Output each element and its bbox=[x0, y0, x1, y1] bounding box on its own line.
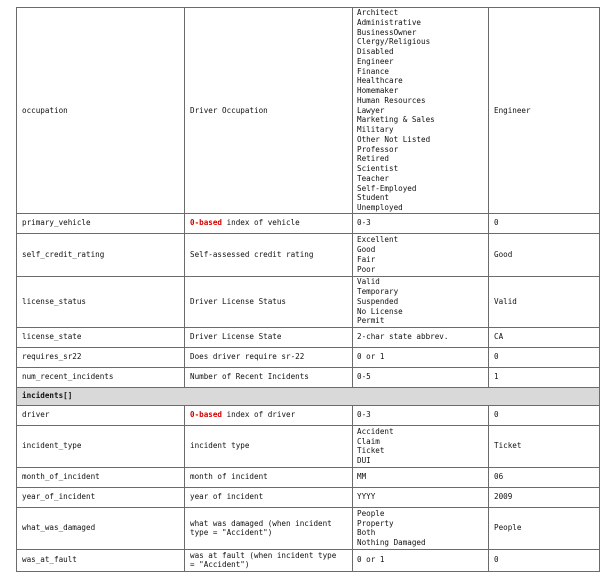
allowed-values: MM bbox=[353, 467, 489, 487]
field-description: incident type bbox=[185, 425, 353, 467]
option: Property bbox=[357, 518, 394, 528]
example-value: 0 bbox=[489, 405, 600, 425]
option: Suspended bbox=[357, 296, 399, 306]
example-value: Engineer bbox=[489, 8, 600, 214]
option: Student bbox=[357, 193, 390, 203]
option: Unemployed bbox=[357, 203, 403, 212]
option: Human Resources bbox=[357, 95, 426, 105]
option: Homemaker bbox=[357, 86, 399, 95]
field-name: what_was_damaged bbox=[17, 507, 185, 549]
field-spec-table bbox=[16, 7, 600, 572]
table-row bbox=[17, 213, 600, 233]
table-row bbox=[17, 487, 600, 507]
description-line: was at fault (when incident type bbox=[190, 550, 337, 560]
option: Good bbox=[357, 245, 376, 254]
option: Other Not Listed bbox=[357, 134, 431, 144]
option: DUI bbox=[357, 456, 371, 465]
table-row bbox=[17, 8, 600, 214]
allowed-values: 0-5 bbox=[353, 367, 489, 387]
option: Architect bbox=[357, 8, 399, 17]
option: Clergy/Religious bbox=[357, 37, 431, 47]
section-header-row bbox=[17, 387, 600, 405]
option: Permit bbox=[357, 316, 385, 326]
field-name: requires_sr22 bbox=[17, 347, 185, 367]
option: Self-Employed bbox=[357, 183, 417, 193]
option: Marketing & Sales bbox=[357, 115, 435, 125]
allowed-values: 0-3 bbox=[353, 213, 489, 233]
field-description bbox=[185, 549, 353, 571]
field-name: incident_type bbox=[17, 425, 185, 467]
table-row bbox=[17, 233, 600, 276]
example-value: 1 bbox=[489, 367, 600, 387]
field-description: month of incident bbox=[185, 467, 353, 487]
field-description bbox=[185, 405, 353, 425]
option: Administrative bbox=[357, 17, 422, 27]
table-row bbox=[17, 507, 600, 549]
description-text: index of vehicle bbox=[222, 218, 300, 228]
option: Professor bbox=[357, 144, 399, 154]
section-title: incidents[] bbox=[17, 387, 600, 405]
example-value: Good bbox=[489, 233, 600, 276]
field-description: Driver License Status bbox=[185, 276, 353, 327]
description-line: what was damaged (when incident bbox=[190, 518, 332, 528]
option: Retired bbox=[357, 154, 390, 164]
table-row bbox=[17, 425, 600, 467]
option: Nothing Damaged bbox=[357, 538, 426, 547]
option: Healthcare bbox=[357, 76, 403, 86]
zero-based-highlight: 0-based bbox=[190, 410, 223, 420]
option: Fair bbox=[357, 254, 376, 264]
field-name: year_of_incident bbox=[17, 487, 185, 507]
field-description: Driver Occupation bbox=[185, 8, 353, 214]
table-row bbox=[17, 367, 600, 387]
example-value: 0 bbox=[489, 347, 600, 367]
option: Teacher bbox=[357, 173, 390, 183]
allowed-values: 0-3 bbox=[353, 405, 489, 425]
allowed-values bbox=[353, 425, 489, 467]
example-value: Valid bbox=[489, 276, 600, 327]
field-description: Does driver require sr-22 bbox=[185, 347, 353, 367]
field-name: month_of_incident bbox=[17, 467, 185, 487]
field-description: year of incident bbox=[185, 487, 353, 507]
option: Accident bbox=[357, 426, 394, 436]
example-value: 06 bbox=[489, 467, 600, 487]
field-name: primary_vehicle bbox=[17, 213, 185, 233]
option: BusinessOwner bbox=[357, 27, 417, 37]
option: People bbox=[357, 508, 385, 518]
zero-based-highlight: 0-based bbox=[190, 218, 223, 228]
allowed-values: 0 or 1 bbox=[353, 549, 489, 571]
field-name: was_at_fault bbox=[17, 549, 185, 571]
field-name: driver bbox=[17, 405, 185, 425]
allowed-values: 0 or 1 bbox=[353, 347, 489, 367]
table-row bbox=[17, 347, 600, 367]
allowed-values bbox=[353, 507, 489, 549]
table-row bbox=[17, 405, 600, 425]
option: Engineer bbox=[357, 56, 394, 66]
field-name: license_status bbox=[17, 276, 185, 327]
field-name: license_state bbox=[17, 327, 185, 347]
allowed-values bbox=[353, 276, 489, 327]
table-row bbox=[17, 467, 600, 487]
option: Valid bbox=[357, 277, 380, 287]
option: Finance bbox=[357, 66, 390, 76]
field-name: self_credit_rating bbox=[17, 233, 185, 276]
option: Poor bbox=[357, 264, 376, 274]
option: Lawyer bbox=[357, 105, 385, 115]
allowed-values bbox=[353, 8, 489, 214]
example-value: 2009 bbox=[489, 487, 600, 507]
allowed-values: 2-char state abbrev. bbox=[353, 327, 489, 347]
field-description: Number of Recent Incidents bbox=[185, 367, 353, 387]
allowed-values: YYYY bbox=[353, 487, 489, 507]
option: Excellent bbox=[357, 235, 399, 245]
example-value: Ticket bbox=[489, 425, 600, 467]
allowed-values bbox=[353, 233, 489, 276]
option: No License bbox=[357, 306, 403, 316]
table-row bbox=[17, 327, 600, 347]
field-description bbox=[185, 507, 353, 549]
example-value: 0 bbox=[489, 213, 600, 233]
description-line: type = "Accident") bbox=[190, 528, 273, 538]
field-description: Self-assessed credit rating bbox=[185, 233, 353, 276]
option: Claim bbox=[357, 436, 380, 446]
example-value: 0 bbox=[489, 549, 600, 571]
example-value: CA bbox=[489, 327, 600, 347]
option: Both bbox=[357, 528, 376, 538]
description-text: index of driver bbox=[222, 410, 296, 420]
field-description: Driver License State bbox=[185, 327, 353, 347]
option: Military bbox=[357, 125, 394, 134]
description-line: = "Accident") bbox=[190, 560, 250, 570]
table-row bbox=[17, 549, 600, 571]
table-row bbox=[17, 276, 600, 327]
option: Temporary bbox=[357, 287, 399, 297]
option: Disabled bbox=[357, 47, 394, 56]
field-description bbox=[185, 213, 353, 233]
field-name: occupation bbox=[17, 8, 185, 214]
example-value: People bbox=[489, 507, 600, 549]
option: Scientist bbox=[357, 164, 399, 173]
field-name: num_recent_incidents bbox=[17, 367, 185, 387]
option: Ticket bbox=[357, 446, 385, 456]
